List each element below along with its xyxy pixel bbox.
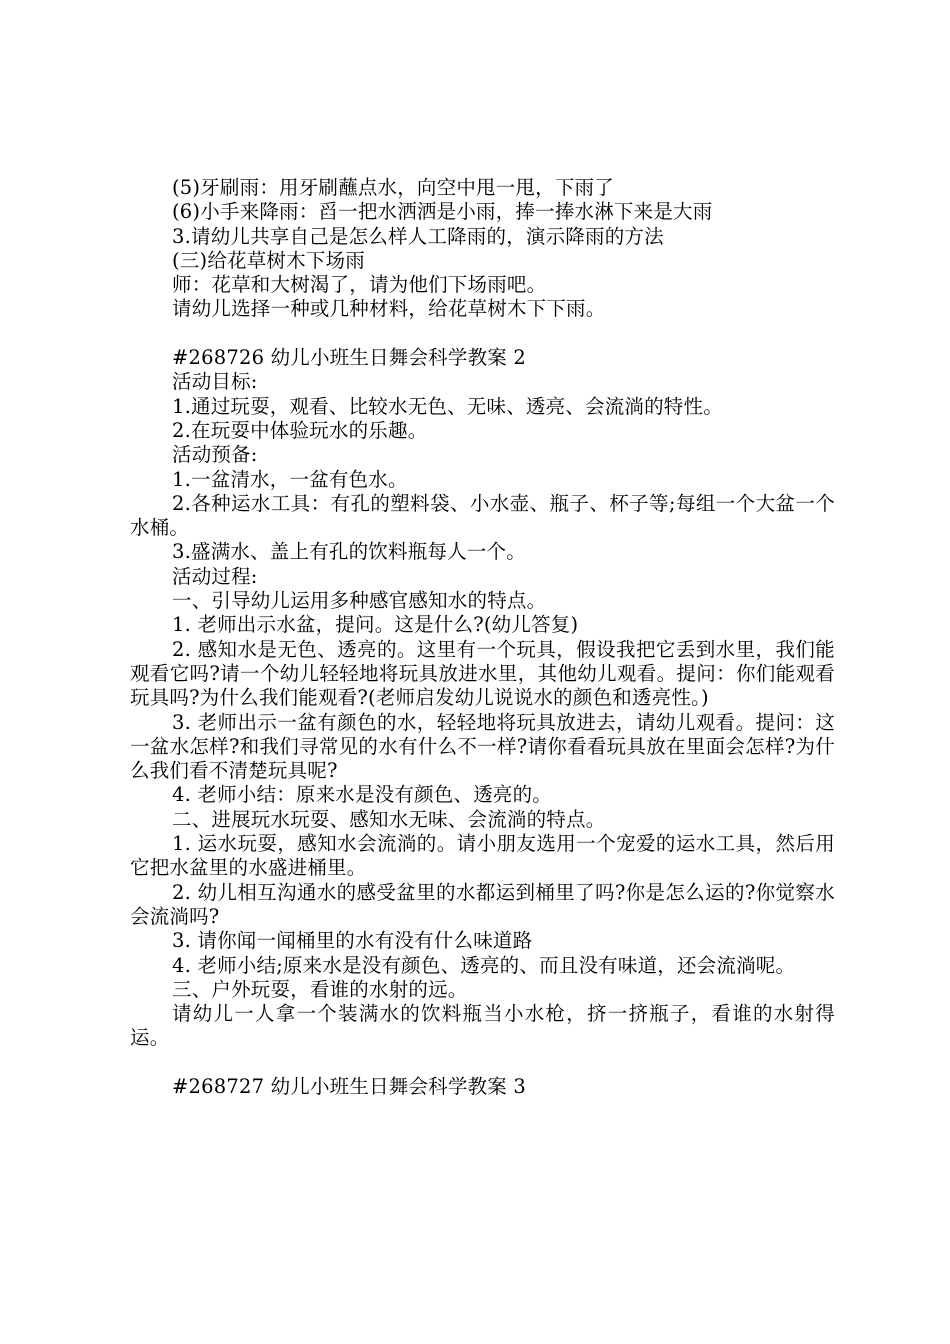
section-heading: 二、进展玩水玩耍、感知水无味、会流淌的特点。 [172, 807, 606, 831]
paragraph: 师：花草和大树渴了，请为他们下场雨吧。 [172, 273, 547, 297]
section-heading: 活动预备: [172, 443, 258, 467]
paragraph: 2. 感知水是无色、透亮的。这里有一个玩具，假设我把它丢到水里，我们能观看它吗?请一个幼儿轻轻地将玩具放进水里，其他幼儿观看。提问：你们能观看玩具吗?为什么我们能观看?(老师启发幼儿说说水的颜色和透亮性。) [130, 637, 835, 710]
paragraph: 3.盛满水、盖上有孔的饮料瓶每人一个。 [172, 540, 526, 564]
paragraph: 请幼儿选择一种或几种材料，给花草树木下下雨。 [172, 297, 606, 321]
paragraph: 2.在玩耍中体验玩水的乐趣。 [172, 418, 428, 442]
paragraph: (6)小手来降雨：舀一把水洒洒是小雨，捧一捧水淋下来是大雨 [172, 200, 713, 224]
section-heading: 一、引导幼儿运用多种感官感知水的特点。 [172, 589, 547, 613]
paragraph: 请幼儿一人拿一个装满水的饮料瓶当小水枪，挤一挤瓶子，看谁的水射得运。 [130, 1002, 835, 1050]
paragraph: 4. 老师小结：原来水是没有颜色、透亮的。 [172, 783, 553, 807]
document-title: #268726 幼儿小班生日舞会科学教案 2 [172, 346, 526, 370]
paragraph: (5)牙刷雨：用牙刷蘸点水，向空中甩一甩，下雨了 [172, 176, 614, 199]
section-heading: 三、户外玩耍，看谁的水射的远。 [172, 977, 468, 1001]
blank-line [130, 322, 835, 346]
document-title: #268727 幼儿小班生日舞会科学教案 3 [172, 1074, 526, 1098]
section-heading: (三)给花草树木下场雨 [172, 248, 365, 272]
paragraph: 2.各种运水工具：有孔的塑料袋、小水壶、瓶子、杯子等;每组一个大盆一个水桶。 [130, 491, 835, 540]
paragraph: 3.请幼儿共享自己是怎么样人工降雨的，演示降雨的方法 [172, 224, 664, 248]
blank-line [130, 1051, 835, 1075]
paragraph: 2. 幼儿相互沟通水的感受盆里的水都运到桶里了吗?你是怎么运的?你觉察水会流淌吗? [130, 880, 835, 928]
paragraph: 4. 老师小结;原来水是没有颜色、透亮的、而且没有味道，还会流淌呢。 [172, 953, 796, 977]
paragraph: 1.通过玩耍，观看、比较水无色、无味、透亮、会流淌的特性。 [172, 394, 723, 418]
paragraph: 3. 老师出示一盆有颜色的水，轻轻地将玩具放进去，请幼儿观看。提问：这一盆水怎样?和我们寻常见的水有什么不一样?请你看看玩具放在里面会怎样?为什么我们看不清楚玩具呢? [130, 710, 835, 783]
paragraph: 3. 请你闻一闻桶里的水有没有什么味道路 [172, 929, 533, 953]
section-heading: 活动过程: [172, 564, 258, 588]
paragraph: 1.一盆清水，一盆有色水。 [172, 467, 408, 491]
paragraph: 1. 运水玩耍，感知水会流淌的。请小朋友选用一个宠爱的运水工具，然后用它把水盆里的水盛进桶里。 [130, 832, 835, 880]
section-heading: 活动目标: [172, 370, 258, 394]
document-body [130, 176, 835, 1099]
paragraph: 1. 老师出示水盆，提问。这是什么?(幼儿答复) [172, 613, 579, 637]
